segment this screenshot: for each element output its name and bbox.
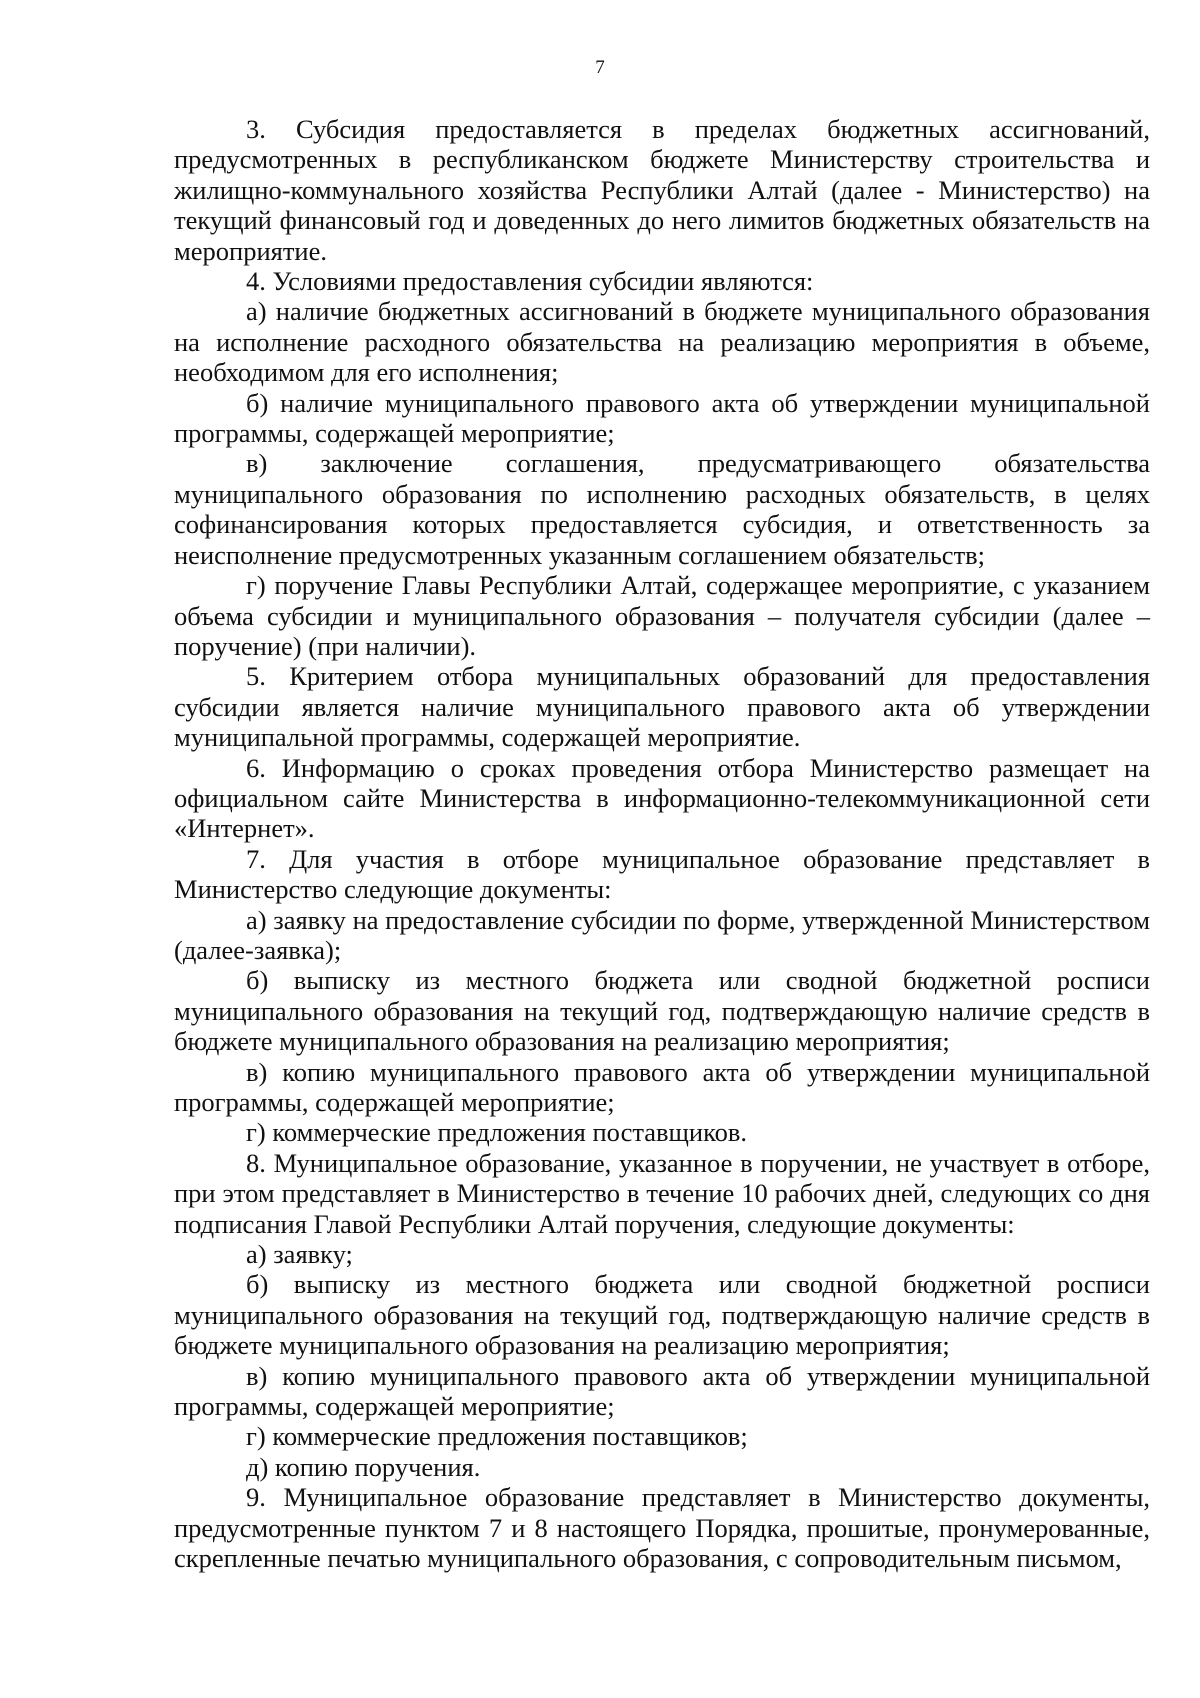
paragraph-clause-4-v: в) заключение соглашения, предусматривающего обязательства муниципального образования по исполнению расходных обязательств, в целях софинансирования которых предоставляется субсидия, и ответственность за неисполнение предусмотренных указанным соглашением обязательств;	[174, 448, 1150, 570]
paragraph-clause-6: 6. Информацию о сроках проведения отбора Министерство размещает на официальном сайте Министерства в информационно-телекоммуникационной сети «Интернет».	[174, 752, 1150, 844]
paragraph-clause-7-g: г) коммерческие предложения поставщиков.	[246, 1117, 748, 1148]
paragraph-clause-5: 5. Критерием отбора муниципальных образований для предоставления субсидии является наличие муниципального правового акта об утверждении муниципальной программы, содержащей мероприятие.	[174, 661, 1150, 753]
paragraph-clause-8-b: б) выписку из местного бюджета или сводной бюджетной росписи муниципального образования на текущий год, подтверждающую наличие средств в бюджете муниципального образования на реализацию мероприятия;	[174, 1269, 1150, 1361]
paragraph-clause-4: 4. Условиями предоставления субсидии являются:	[246, 266, 814, 297]
paragraph-clause-8-d: д) копию поручения.	[246, 1451, 481, 1482]
paragraph-clause-4-b: б) наличие муниципального правового акта об утверждении муниципальной программы, содержащей мероприятие;	[174, 387, 1150, 449]
paragraph-clause-7-v: в) копию муниципального правового акта об утверждении муниципальной программы, содержащей мероприятие;	[174, 1056, 1150, 1117]
paragraph-clause-7: 7. Для участия в отборе муниципальное образование представляет в Министерство следующие документы:	[174, 843, 1150, 905]
paragraph-clause-8-v: в) копию муниципального правового акта об утверждении муниципальной программы, содержащей мероприятие;	[174, 1360, 1150, 1422]
paragraph-clause-7-a: а) заявку на предоставление субсидии по форме, утвержденной Министерством (далее-заявка);	[174, 904, 1150, 965]
document-body	[174, 114, 1150, 1574]
paragraph-clause-9: 9. Муниципальное образование представляет в Министерство документы, предусмотренные пунктом 7 и 8 настоящего Порядка, прошитые, пронумерованные, скрепленные печатью муниципального образования, с сопроводительным письмом,	[174, 1482, 1150, 1574]
paragraph-clause-8: 8. Муниципальное образование, указанное в поручении, не участвует в отборе, при этом представляет в Министерство в течение 10 рабочих дней, следующих со дня подписания Главой Республики Алтай поручения, следующие документы:	[174, 1147, 1150, 1239]
page-number: 7	[595, 57, 605, 78]
paragraph-clause-4-a: а) наличие бюджетных ассигнований в бюджете муниципального образования на исполнение расходного обязательства на реализацию мероприятия в объеме, необходимом для его исполнения;	[174, 296, 1150, 388]
paragraph-clause-4-g: г) поручение Главы Республики Алтай, содержащее мероприятие, с указанием объема субсидии и муниципального образования – получателя субсидии (далее – поручение) (при наличии).	[174, 570, 1150, 661]
paragraph-clause-7-b: б) выписку из местного бюджета или сводной бюджетной росписи муниципального образования на текущий год, подтверждающую наличие средств в бюджете муниципального образования на реализацию мероприятия;	[174, 965, 1150, 1057]
paragraph-clause-8-g: г) коммерческие предложения поставщиков;	[246, 1421, 748, 1452]
paragraph-clause-8-a: а) заявку;	[246, 1239, 353, 1270]
paragraph-clause-3: 3. Субсидия предоставляется в пределах бюджетных ассигнований, предусмотренных в республиканском бюджете Министерству строительства и жилищно-коммунального хозяйства Республики Алтай (далее - Министерство) на текущий финансовый год и доведенных до него лимитов бюджетных обязательств на мероприятие.	[174, 114, 1150, 266]
